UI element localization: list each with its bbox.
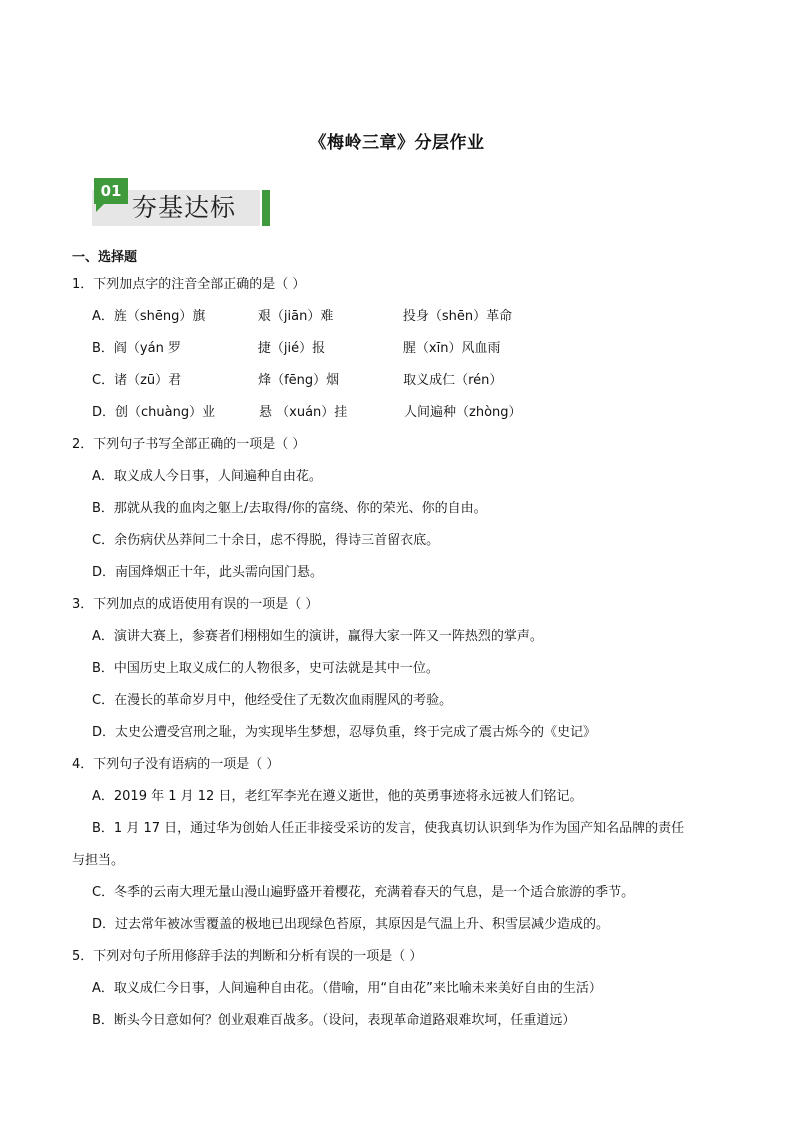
question-1-option-c: [72, 365, 732, 397]
question-2-option-c: C．余伤病伏丛莽间二十余日，虑不得脱，得诗三首留衣底。: [92, 533, 440, 548]
question-4-option-c: C．冬季的云南大理无量山漫山遍野盛开着樱花，充满着春天的气息，是一个适合旅游的季节。: [92, 885, 635, 900]
question-3-stem: 3．下列加点的成语使用有误的一项是（ ）: [72, 597, 319, 612]
option-part: 取义成仁（rén）: [403, 373, 503, 388]
question-4-option-d: D．过去常年被冰雪覆盖的极地已出现绿色苔原，其原因是气温上升、积雪层减少造成的。: [92, 917, 610, 932]
question-4-option-b-continued: 与担当。: [72, 853, 125, 868]
option-label: C．: [92, 373, 115, 388]
question-3-option-d: D．太史公遭受宫刑之耻，为实现毕生梦想，忍辱负重，终于完成了震古烁今的《史记》: [92, 725, 597, 740]
banner-text: 夯基达标: [132, 193, 237, 222]
option-part: 投身（shēn）革命: [402, 309, 513, 324]
question-3-option-c: C．在漫长的革命岁月中，他经受住了无数次血雨腥风的考验。: [92, 693, 453, 708]
option-part: 捷（jié）报: [257, 341, 326, 356]
section-heading: 一、选择题: [72, 250, 138, 265]
question-1-stem: 1．下列加点字的注音全部正确的是（ ）: [72, 277, 306, 292]
question-5-option-a: A．取义成仁今日事，人间遍种自由花。（借喻，用“自由花”来比喻未来美好自由的生活）: [92, 981, 602, 996]
question-4-option-b: B．1 月 17 日，通过华为创始人任正非接受采访的发言，使我真切认识到华为作为国产知名品牌的责任: [92, 821, 685, 836]
question-4-stem: 4．下列句子没有语病的一项是（ ）: [72, 757, 280, 772]
question-5-stem: 5．下列对句子所用修辞手法的判断和分析有误的一项是（ ）: [72, 949, 423, 964]
question-5-option-b: B．断头今日意如何？创业艰难百战多。（设问，表现革命道路艰难坎坷，任重道远）: [92, 1013, 576, 1028]
question-3-option-b: B．中国历史上取义成仁的人物很多，史可法就是其中一位。: [92, 661, 439, 676]
option-part: 诸（zū）君: [114, 373, 182, 388]
option-part: 艰（jiān）难: [257, 309, 334, 324]
question-2-option-b: B．那就从我的血肉之躯上/去取得/你的富绕、你的荣光、你的自由。: [92, 501, 487, 516]
question-2-stem: 2．下列句子书写全部正确的一项是（ ）: [72, 437, 306, 452]
question-3-option-a: A．演讲大赛上，参赛者们栩栩如生的演讲，赢得大家一阵又一阵热烈的掌声。: [92, 629, 543, 644]
question-4-option-a: A．2019 年 1 月 12 日，老红军李光在遵义逝世，他的英勇事迹将永远被人们铭记。: [92, 789, 583, 804]
option-part: 腥（xīn）风血雨: [402, 341, 501, 356]
option-part: 悬 （xuán）挂: [259, 405, 348, 420]
banner-number-badge: 01: [94, 178, 128, 204]
question-1-option-a: [72, 301, 732, 333]
question-2-option-d: D．南国烽烟正十年，此头需向国门悬。: [92, 565, 324, 580]
option-part: 阎（yán 罗: [113, 341, 181, 356]
questions: [72, 269, 732, 1037]
question-1-option-d: [72, 397, 732, 429]
badge-speech-tail-icon: [96, 204, 104, 212]
page-title: 《梅岭三章》分层作业: [309, 133, 485, 153]
question-2-option-a: A．取义成人今日事，人间遍种自由花。: [92, 469, 322, 484]
option-label: D．: [92, 405, 116, 420]
option-part: 烽（fēng）烟: [258, 373, 340, 388]
option-part: 人间遍种（zhòng）: [404, 405, 522, 420]
option-label: A．: [92, 309, 114, 324]
section-banner: [86, 174, 272, 230]
option-label: B．: [92, 341, 114, 356]
option-part: 创（chuàng）业: [115, 405, 216, 420]
banner-accent-bar: [262, 190, 270, 226]
question-1-option-b: [72, 333, 732, 365]
option-part: 旌（shēng）旗: [113, 309, 206, 324]
